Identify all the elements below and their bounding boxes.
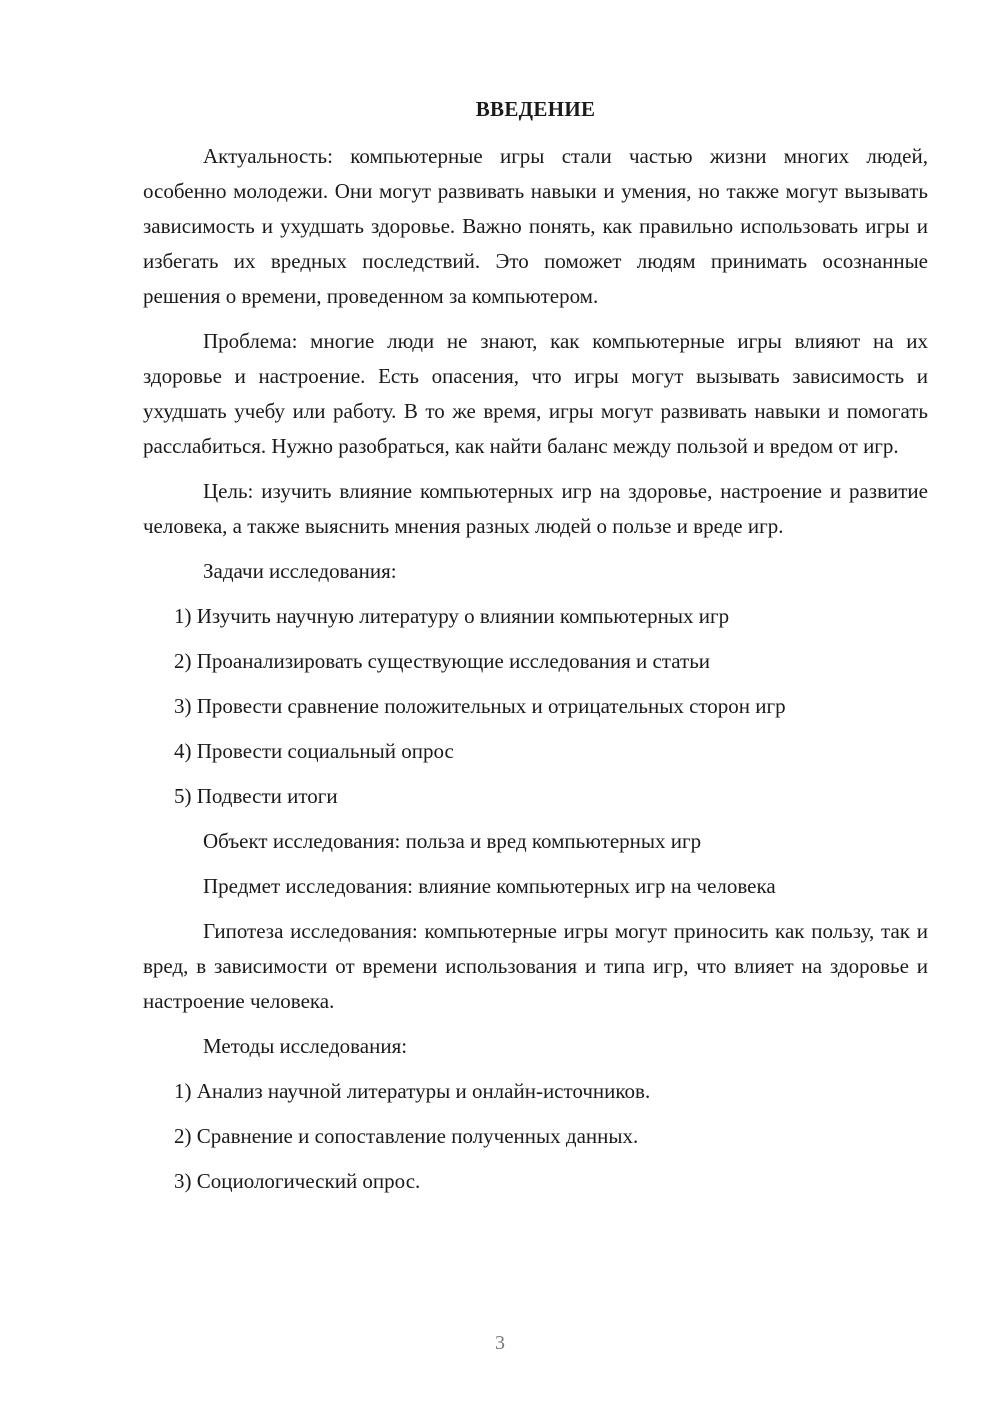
page-number: 3: [495, 1332, 505, 1354]
method-item-1: 1) Анализ научной литературы и онлайн-источников.: [174, 1079, 651, 1103]
task-item-4: 4) Провести социальный опрос: [174, 739, 454, 763]
document-page: [143, 94, 928, 1209]
hypothesis-paragraph: Гипотеза исследования: компьютерные игры могут приносить как пользу, так и вред, в зависимости от времени использования и типа игр, что влияет на здоровье и настроение человека.: [143, 919, 928, 1013]
task-item-2: 2) Проанализировать существующие исследования и статьи: [174, 649, 711, 673]
task-item-1: 1) Изучить научную литературу о влиянии компьютерных игр: [174, 604, 730, 628]
section-heading: ВВЕДЕНИЕ: [475, 97, 596, 121]
task-item-3: 3) Провести сравнение положительных и отрицательных сторон игр: [174, 694, 786, 718]
task-item-5: 5) Подвести итоги: [174, 784, 338, 808]
method-item-3: 3) Социологический опрос.: [174, 1169, 421, 1193]
methods-title: Методы исследования:: [203, 1034, 408, 1058]
goal-paragraph: Цель: изучить влияние компьютерных игр на здоровье, настроение и развитие человека, а также выяснить мнения разных людей о пользе и вреде игр.: [143, 479, 928, 538]
method-item-2: 2) Сравнение и сопоставление полученных данных.: [174, 1124, 639, 1148]
problem-paragraph: Проблема: многие люди не знают, как компьютерные игры влияют на их здоровье и настроение. Есть опасения, что игры могут вызывать зависимость и ухудшать учебу или работу. В то же время, игры могут развивать навыки и помогать расслабиться. Нужно разобраться, как найти баланс между пользой и вредом от игр.: [143, 329, 928, 458]
research-object: Объект исследования: польза и вред компьютерных игр: [203, 829, 702, 853]
relevance-paragraph: Актуальность: компьютерные игры стали частью жизни многих людей, особенно молодежи. Они могут развивать навыки и умения, но также могут вызывать зависимость и ухудшать здоровье. Важно понять, как правильно использовать игры и избегать их вредных последствий. Это поможет людям принимать осознанные решения о времени, проведенном за компьютером.: [143, 144, 928, 308]
tasks-title: Задачи исследования:: [203, 559, 397, 583]
research-subject: Предмет исследования: влияние компьютерных игр на человека: [203, 874, 776, 898]
